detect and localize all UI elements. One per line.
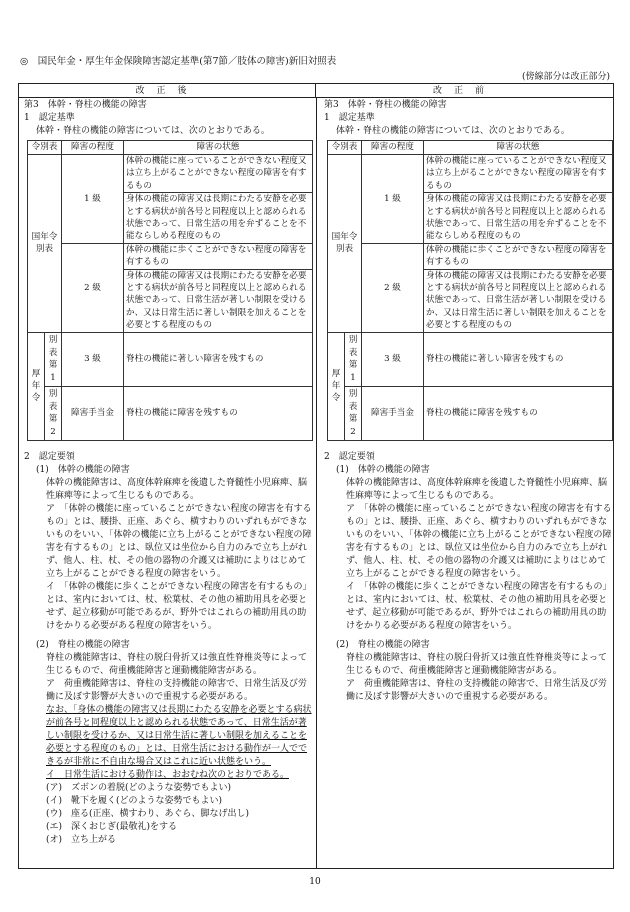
section-title: 第3 体幹・脊柱の機能の障害 (324, 100, 447, 110)
item-b: (イ) 靴下を履く(どのような姿勢でもよい) (46, 795, 223, 806)
state-g2b: 身体の機能の障害又は長期にわたる安静を必要とする病状が前各号と同程度以上と認められる状態であって、日常生活が著しい制限を受けるか、又は日常生活に著しい制限を加えることを必要とする程度のもの (124, 269, 313, 332)
th-law: 令別表 (28, 141, 62, 155)
subsection-1: 1 認定基準 (24, 113, 75, 123)
p2-heading: (2) 脊柱の機能の障害 (336, 639, 430, 650)
grade-3: 3 級 (62, 332, 124, 386)
grade-2: 2 級 (362, 243, 424, 332)
intro-text: 体幹・脊柱の機能の障害については、次のとおりである。 (36, 126, 270, 136)
p2-a: 脊柱の機能障害は、脊柱の脱臼骨折又は強直性脊椎炎等によって生じるもので、荷重機能障害と運動機能障害がある。 (46, 652, 308, 676)
law-label: 国年令別表 (328, 155, 362, 333)
item-d: (エ) 深くおじぎ(最敬礼)をする (46, 821, 178, 832)
comparison-table (18, 83, 614, 869)
p2-b: ア 荷重機能障害は、脊柱の支持機能の障害で、日常生活及び労働に及ぼす影響が大きいので重視する必要がある。 (346, 678, 607, 702)
intro-text: 体幹・脊柱の機能の障害については、次のとおりである。 (336, 126, 570, 136)
kosei-label: 厚年令 (28, 332, 45, 440)
p2-a: 脊柱の機能障害は、脊柱の脱臼骨折又は強直性脊椎炎等によって生じるもので、荷重機能障害と運動機能障害がある。 (346, 652, 608, 676)
column-divider (316, 98, 317, 868)
state-gt: 脊柱の機能に障害を残すもの (424, 386, 613, 440)
state-g2a: 体幹の機能に歩くことができない程度の障害を有するもの (424, 243, 613, 269)
state-g1a: 体幹の機能に座っていることができない程度又は立ち上がることができない程度の障害を有するもの (424, 155, 613, 193)
grade-2: 2 級 (62, 243, 124, 332)
p2-b: ア 荷重機能障害は、脊柱の支持機能の障害で、日常生活及び労働に及ぼす影響が大きいので重視する必要がある。 (46, 678, 307, 702)
item-a: (ア) ズボンの着脱(どのような姿勢でもよい) (46, 782, 232, 793)
state-g1b: 身体の機能の障害又は長期にわたる安静を必要とする病状が前各号と同程度以上と認められる状態であって、日常生活の用を弁ずることを不能ならしめる程度のもの (124, 193, 313, 244)
subsection-1: 1 認定基準 (324, 113, 375, 123)
p1-a: 体幹の機能障害は、高度体幹麻痺を後遺した脊髄性小児麻痺、脳性麻痺等によって生じるものである。 (346, 477, 608, 501)
p1-b: ア 「体幹の機能に座っていることができない程度の障害を有するもの」とは、腰掛、正座、あぐら、横すわりのいずれもができないものをいい、「体幹の機能に立ち上がることができない程度の障害を有するもの」とは、臥位又は坐位から自力のみで立ち上がれず、他人、柱、杖、その他の器物の介護又は補助によりはじめて立ち上がることができる程度の障害をいう。 (346, 503, 612, 579)
header-before: 改正前 (316, 84, 613, 98)
state-g3: 脊柱の機能に著しい障害を残すもの (124, 332, 313, 386)
amendment-note: (傍線部分は改正部分) (521, 72, 610, 82)
grade-3: 3 級 (362, 332, 424, 386)
grade-table (327, 140, 613, 441)
th-degree: 障害の程度 (62, 141, 124, 155)
th-law: 令別表 (328, 141, 362, 155)
p2-heading: (2) 脊柱の機能の障害 (36, 639, 130, 650)
beppyo-2: 別表第2 (345, 386, 362, 440)
state-g1b: 身体の機能の障害又は長期にわたる安静を必要とする病状が前各号と同程度以上と認められる状態であって、日常生活の用を弁ずることを不能ならしめる程度のもの (424, 193, 613, 244)
p1-heading: (1) 体幹の機能の障害 (36, 464, 130, 475)
grade-teate: 障害手当金 (362, 386, 424, 440)
beppyo-1: 別表第1 (45, 332, 62, 386)
state-g1a: 体幹の機能に座っていることができない程度又は立ち上がることができない程度の障害を有するもの (124, 155, 313, 193)
state-g2b: 身体の機能の障害又は長期にわたる安静を必要とする病状が前各号と同程度以上と認められる状態であって、日常生活が著しい制限を受けるか、又は日常生活に著しい制限を加えることを必要とする程度のもの (424, 269, 613, 332)
page-number: 10 (309, 877, 321, 887)
p1-c: イ 「体幹の機能に歩くことができない程度の障害を有するもの」とは、室内においては、杖、松葉杖、その他の補助用具を必要とせず、起立移動が可能であるが、野外ではこれらの補助用具の助けをかりる必要がある程度の障害をいう。 (346, 581, 612, 631)
p2-c: なお、「身体の機能の障害又は長期にわたる安静を必要とする病状が前各号と同程度以上と認められる状態であって、日常生活が著しい制限を受けるか、又は日常生活に著しい制限を加えることを必要とする程度のもの」とは、日常生活における動作が一人でできるが非常に不自由な場合又はこれに近い状態をいう。 (46, 704, 312, 767)
subsection-2: 2 認定要領 (24, 451, 75, 462)
law-label: 国年令別表 (28, 155, 62, 333)
beppyo-2: 別表第2 (45, 386, 62, 440)
document-title: ◎ 国民年金・厚生年金保険障害認定基準(第7節／肢体の障害)新旧対照表 (20, 56, 337, 67)
grade-table (27, 140, 313, 441)
th-degree: 障害の程度 (362, 141, 424, 155)
p1-a: 体幹の機能障害は、高度体幹麻痺を後遺した脊髄性小児麻痺、脳性麻痺等によって生じるものである。 (46, 477, 308, 501)
p1-b: ア 「体幹の機能に座っていることができない程度の障害を有するもの」とは、腰掛、正座、あぐら、横すわりのいずれもができないものをいい、「体幹の機能に立ち上がることができない程度の障害を有するもの」とは、臥位又は坐位から自力のみで立ち上がれず、他人、柱、杖、その他の器物の介護又は補助によりはじめて立ち上がることができる程度の障害をいう。 (46, 503, 312, 579)
state-g3: 脊柱の機能に著しい障害を残すもの (424, 332, 613, 386)
kosei-label: 厚年令 (328, 332, 345, 440)
item-c: (ウ) 座る(正座、横すわり、あぐら、脚なげ出し) (46, 808, 250, 819)
p2-d: イ 日常生活における動作は、おおむね次のとおりである。 (46, 769, 290, 780)
grade-1: 1 級 (62, 155, 124, 244)
th-state: 障害の状態 (124, 141, 313, 155)
section-title: 第3 体幹・脊柱の機能の障害 (24, 100, 147, 110)
subsection-2: 2 認定要領 (324, 451, 375, 462)
state-g2a: 体幹の機能に歩くことができない程度の障害を有するもの (124, 243, 313, 269)
state-gt: 脊柱の機能に障害を残すもの (124, 386, 313, 440)
th-state: 障害の状態 (424, 141, 613, 155)
grade-1: 1 級 (362, 155, 424, 244)
p1-heading: (1) 体幹の機能の障害 (336, 464, 430, 475)
item-e: (オ) 立ち上がる (46, 834, 117, 845)
column-after (24, 99, 314, 847)
beppyo-1: 別表第1 (345, 332, 362, 386)
header-after: 改正後 (19, 84, 316, 98)
p1-c: イ 「体幹の機能に歩くことができない程度の障害を有するもの」とは、室内においては、杖、松葉杖、その他の補助用具を必要とせず、起立移動が可能であるが、野外ではこれらの補助用具の助けをかりる必要がある程度の障害をいう。 (46, 581, 312, 631)
grade-teate: 障害手当金 (62, 386, 124, 440)
column-before (324, 99, 614, 704)
